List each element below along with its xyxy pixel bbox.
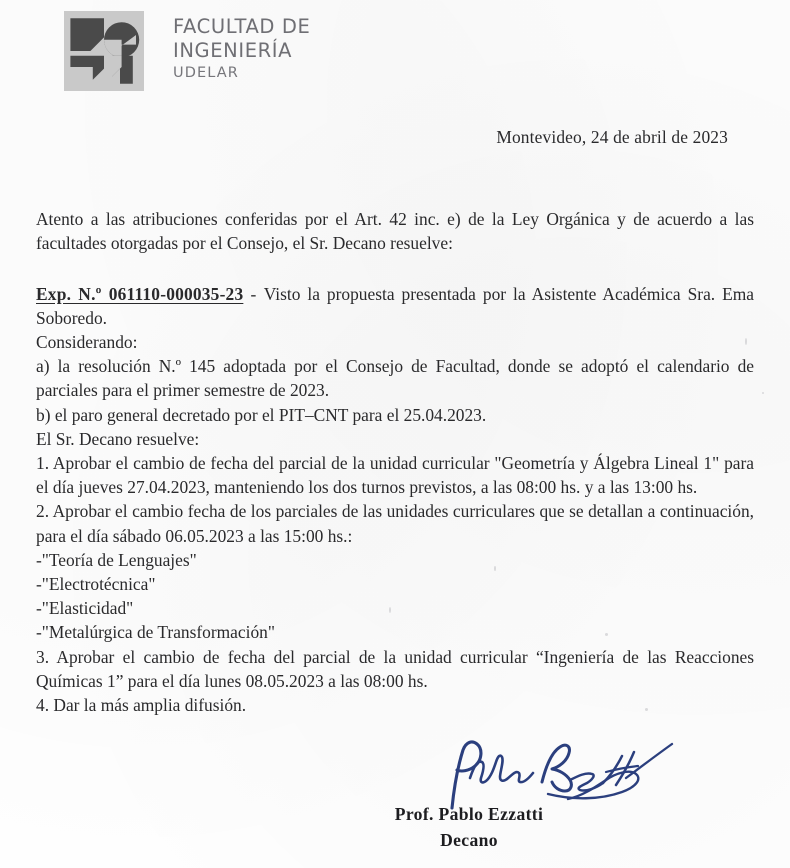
list-item: -"Teoría de Lenguajes" (36, 549, 197, 570)
signature-caption (0, 804, 790, 851)
scan-speck (745, 338, 747, 345)
resolution-item-2: 2. Aprobar el cambio fecha de los parciales de las unidades curriculares que se detallan a continuación, para el día sábado 06.05.2023 a las 15:00 hs.: (36, 501, 754, 546)
list-item: -"Metalúrgica de Transformación" (36, 622, 275, 643)
scan-speck (494, 566, 496, 571)
expediente-dash: - (243, 283, 264, 304)
expediente-text: Visto la propuesta presentada por la Asistente Académica Sra. Ema Soboredo. (36, 283, 755, 328)
list-item: -"Elasticidad" (36, 598, 134, 619)
considerando-heading: Considerando: (36, 332, 138, 353)
considerando-item-a: a) la resolución N.º 145 adoptada por el Consejo de Facultad, donde se adoptó el calendario de parciales para el primer semestre de 2023. (36, 356, 754, 401)
letterhead-line-2: INGENIERÍA (173, 38, 293, 62)
handwritten-signature-icon (430, 738, 680, 810)
resolution-item-3: 3. Aprobar el cambio de fecha del parcial de la unidad curricular “Ingeniería de las Reacciones Químicas 1” para el día lunes 08.05.2023 a las 08:00 hs. (36, 646, 754, 691)
signatory-role: Decano (440, 830, 498, 850)
list-item: -"Electrotécnica" (36, 574, 156, 595)
letterhead (63, 11, 310, 91)
scan-speck (389, 607, 391, 613)
facultad-ingenieria-fi-monogram-logo-icon (63, 11, 145, 91)
document-body (36, 125, 754, 717)
expediente-number: Exp. N.º 061110-000035-23 (36, 283, 244, 304)
resuelve-heading: El Sr. Decano resuelve: (36, 428, 200, 449)
signatory-name: Prof. Pablo Ezzatti (394, 804, 544, 824)
resolution-item-4: 4. Dar la más amplia difusión. (36, 695, 247, 716)
preamble-paragraph: Atento a las atribuciones conferidas por el Art. 42 inc. e) de la Ley Orgánica y de acuerdo a las facultades otorgadas por el Consejo, el Sr. Decano resuelve: (36, 209, 754, 254)
spacer (36, 256, 754, 282)
course-list (36, 548, 754, 645)
considerando-item-b: b) el paro general decretado por el PIT–CNT para el 25.04.2023. (36, 404, 487, 425)
scan-speck (762, 392, 764, 394)
letterhead-line-3: UDELAR (173, 65, 239, 81)
scan-speck (645, 708, 648, 711)
expediente-paragraph (36, 282, 754, 330)
signature-block (0, 738, 790, 863)
letterhead-line-1: FACULTAD DE (173, 15, 311, 38)
dateline: Montevideo, 24 de abril de 2023 (496, 127, 728, 147)
scan-speck (605, 633, 608, 636)
resolution-item-1: 1. Aprobar el cambio de fecha del parcial de la unidad curricular "Geometría y Álgebra Lineal 1" para el día jueves 27.04.2023, manteniendo los dos turnos previstos, a las 08:00 hs. y a las 13:00 hs. (36, 453, 754, 498)
letterhead-text (173, 11, 310, 81)
